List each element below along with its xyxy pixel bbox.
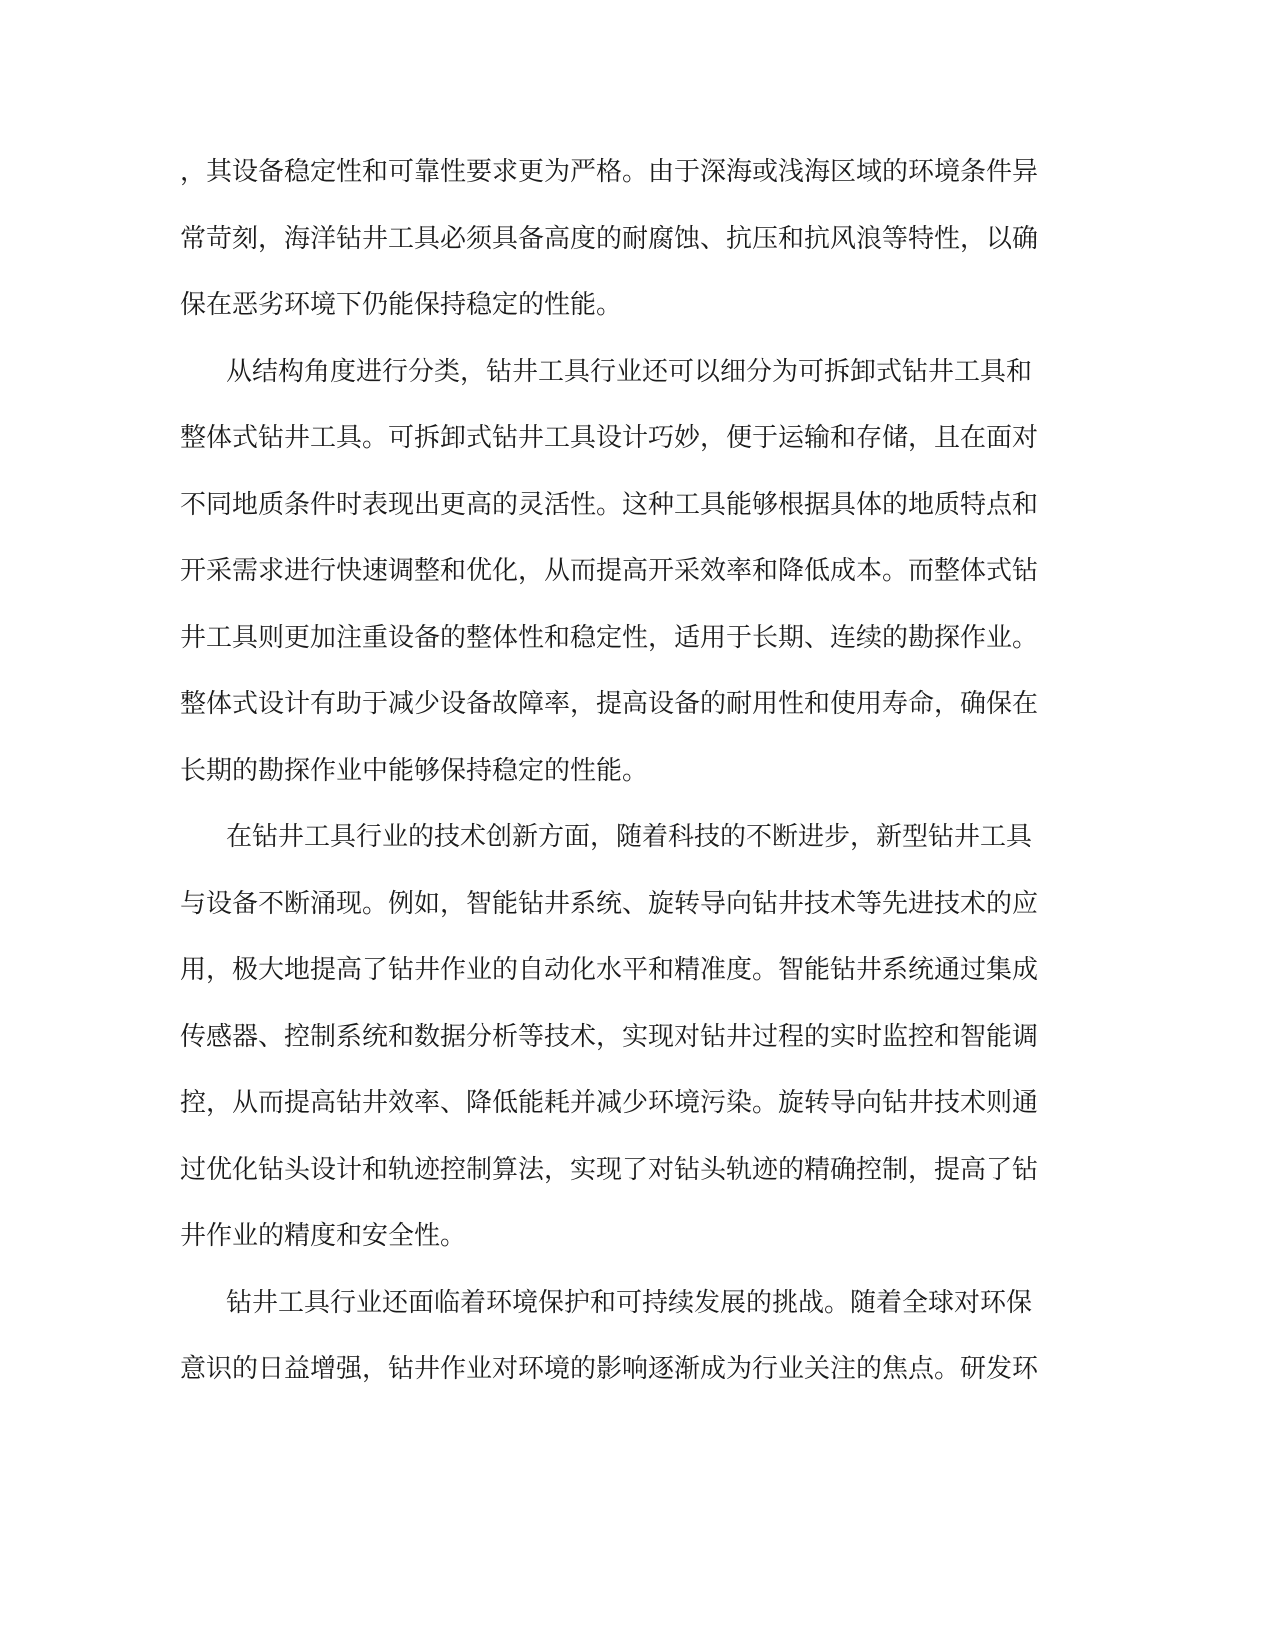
document-body [180, 139, 1039, 1403]
text-line: 意识的日益增强，钻井作业对环境的影响逐渐成为行业关注的焦点。研发环 [180, 1354, 1039, 1384]
text-line: 控，从而提高钻井效率、降低能耗并减少环境污染。旋转导向钻井技术则通 [180, 1088, 1039, 1118]
text-line: 整体式钻井工具。可拆卸式钻井工具设计巧妙，便于运输和存储，且在面对 [180, 423, 1039, 453]
text-line: 用，极大地提高了钻井作业的自动化水平和精准度。智能钻井系统通过集成 [180, 955, 1039, 985]
text-line: 钻井工具行业还面临着环境保护和可持续发展的挑战。随着全球对环保 [226, 1287, 1033, 1318]
text-line: 整体式设计有助于减少设备故障率，提高设备的耐用性和使用寿命，确保在 [180, 689, 1039, 719]
text-line: 长期的勘探作业中能够保持稳定的性能。 [180, 755, 649, 786]
text-line: 不同地质条件时表现出更高的灵活性。这种工具能够根据具体的地质特点和 [180, 489, 1039, 520]
text-line: 井作业的精度和安全性。 [180, 1221, 467, 1251]
text-line: 与设备不断涌现。例如，智能钻井系统、旋转导向钻井技术等先进技术的应 [180, 888, 1039, 919]
text-line: 在钻井工具行业的技术创新方面，随着科技的不断进步，新型钻井工具 [226, 822, 1033, 852]
text-line: 井工具则更加注重设备的整体性和稳定性，适用于长期、连续的勘探作业。 [180, 622, 1039, 653]
text-line: ，其设备稳定性和可靠性要求更为严格。由于深海或浅海区域的环境条件异 [180, 157, 1039, 187]
text-line: 保在恶劣环境下仍能保持稳定的性能。 [180, 290, 623, 320]
text-line: 从结构角度进行分类，钻井工具行业还可以细分为可拆卸式钻井工具和 [226, 356, 1033, 387]
text-line: 传感器、控制系统和数据分析等技术，实现对钻井过程的实时监控和智能调 [180, 1021, 1039, 1052]
text-line: 常苛刻，海洋钻井工具必须具备高度的耐腐蚀、抗压和抗风浪等特性，以确 [180, 223, 1039, 254]
text-line: 过优化钻头设计和轨迹控制算法，实现了对钻头轨迹的精确控制，提高了钻 [180, 1154, 1039, 1185]
text-line: 开采需求进行快速调整和优化，从而提高开采效率和降低成本。而整体式钻 [180, 556, 1039, 586]
